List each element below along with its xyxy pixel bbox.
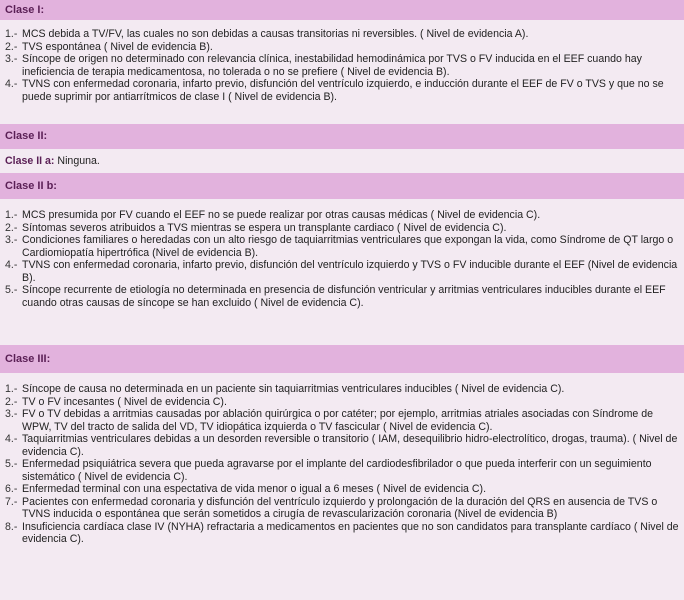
clase-2-header: [0, 124, 684, 149]
clase-3-header: [0, 345, 684, 373]
list-item: 4.- TVNS con enfermedad coronaria, infarto previo, disfunción del ventrículo izquierdo, e inducción durante el EEF de FV o TVS y que no se puede suprimir por antiarrítmicos de clase I ( Nivel de evidencia B).: [5, 78, 664, 103]
list-item: 3.- Condiciones familiares o heredadas con un alto riesgo de taquiarritmias ventriculares que expongan la vida, como Síndrome de QT largo o Cardiomiopatía hipertrófica (Nivel de evidencia B).: [5, 234, 674, 259]
list-item: 6.- Enfermedad terminal con una espectativa de vida menor o igual a 6 meses ( Nivel de evidencia C).: [5, 483, 487, 495]
clase-2b-list: [0, 199, 684, 345]
clase-3-title: Clase III:: [5, 353, 51, 365]
clase-2b-title: Clase II b:: [5, 180, 57, 192]
list-item: 1.- Síncope de causa no determinada en un paciente sin taquiarritmias ventriculares inducibles ( Nivel de evidencia C).: [5, 383, 565, 395]
clase-2-title: Clase II:: [5, 130, 48, 142]
list-item: 1.- MCS debida a TV/FV, las cuales no son debidas a causas transitorias ni reversibles. ( Nivel de evidencia A).: [5, 28, 529, 40]
list-item: 3.- Síncope de origen no determinado con relevancia clínica, inestabilidad hemodinámica por TVS o FV inducida en el EEF cuando hay ineficiencia de terapia medicamentosa, no tolerada o no se prefiere ( Nivel de evidencia B).: [5, 53, 642, 78]
list-item: 7.- Pacientes con enfermedad coronaria y disfunción del ventrículo izquierdo y prolongación de la duración del QRS en ausencia de TVS o TVNS inducida o espontánea que serán sometidos a cirugía de revascularización coronaria (Nivel de evidencia B): [5, 495, 658, 520]
list-item: 2.- TV o FV incesantes ( Nivel de evidencia C).: [5, 395, 227, 408]
list-item: 4.- TVNS con enfermedad coronaria, infarto previo, disfunción del ventrículo izquierdo y TVS o FV inducible durante el EEF (Nivel de evidencia B).: [5, 259, 678, 284]
list-item: 2.- TVS espontánea ( Nivel de evidencia B).: [5, 40, 213, 53]
list-item: 5.- Síncope recurrente de etiología no determinada en presencia de disfunción ventricular y arritmias ventriculares inducibles durante el EEF cuando otras causas de síncope se han excluido ( Nivel de evidencia C).: [5, 284, 666, 309]
list-item: 8.- Insuficiencia cardíaca clase IV (NYHA) refractaria a medicamentos en pacientes que no son candidatos para transplante cardíaco ( Nivel de evidencia C).: [5, 520, 679, 545]
clase-1-header: [0, 0, 684, 20]
clase-3-list: [0, 373, 684, 546]
list-item: 5.- Enfermedad psiquiátrica severa que pueda agravarse por el implante del cardiodesfibrilador o que pueda interferir con un seguimiento sistemático ( Nivel de evidencia C).: [5, 458, 652, 483]
clase-1-list: [0, 20, 684, 124]
clase-2a-label: Clase II a:: [5, 155, 55, 167]
list-item: 3.- FV o TV debidas a arritmias causadas por ablación quirúrgica o por catéter; por ejemplo, arritmias atriales asociadas con Síndrome de WPW, TV del tracto de salida del VD, TV idiopática izquierda o TV fascicular ( Nivel de evidencia C).: [5, 408, 654, 433]
list-item: 2.- Síntomas severos atribuidos a TVS mientras se espera un transplante cardiaco ( Nivel de evidencia C).: [5, 221, 507, 234]
clase-2a-row: [0, 149, 684, 173]
list-item: 4.- Taquiarritmias ventriculares debidas a un desorden reversible o transitorio ( IAM, desequilibrio hidro-electrolítico, drogas, trauma). ( Nivel de evidencia C).: [5, 433, 678, 458]
clase-2b-header: [0, 173, 684, 199]
clase-2a-text: Ninguna.: [57, 155, 100, 167]
list-item: 1.- MCS presumida por FV cuando el EEF no se puede realizar por otras causas médicas ( Nivel de evidencia C).: [5, 209, 541, 221]
clase-1-title: Clase I:: [5, 4, 45, 16]
